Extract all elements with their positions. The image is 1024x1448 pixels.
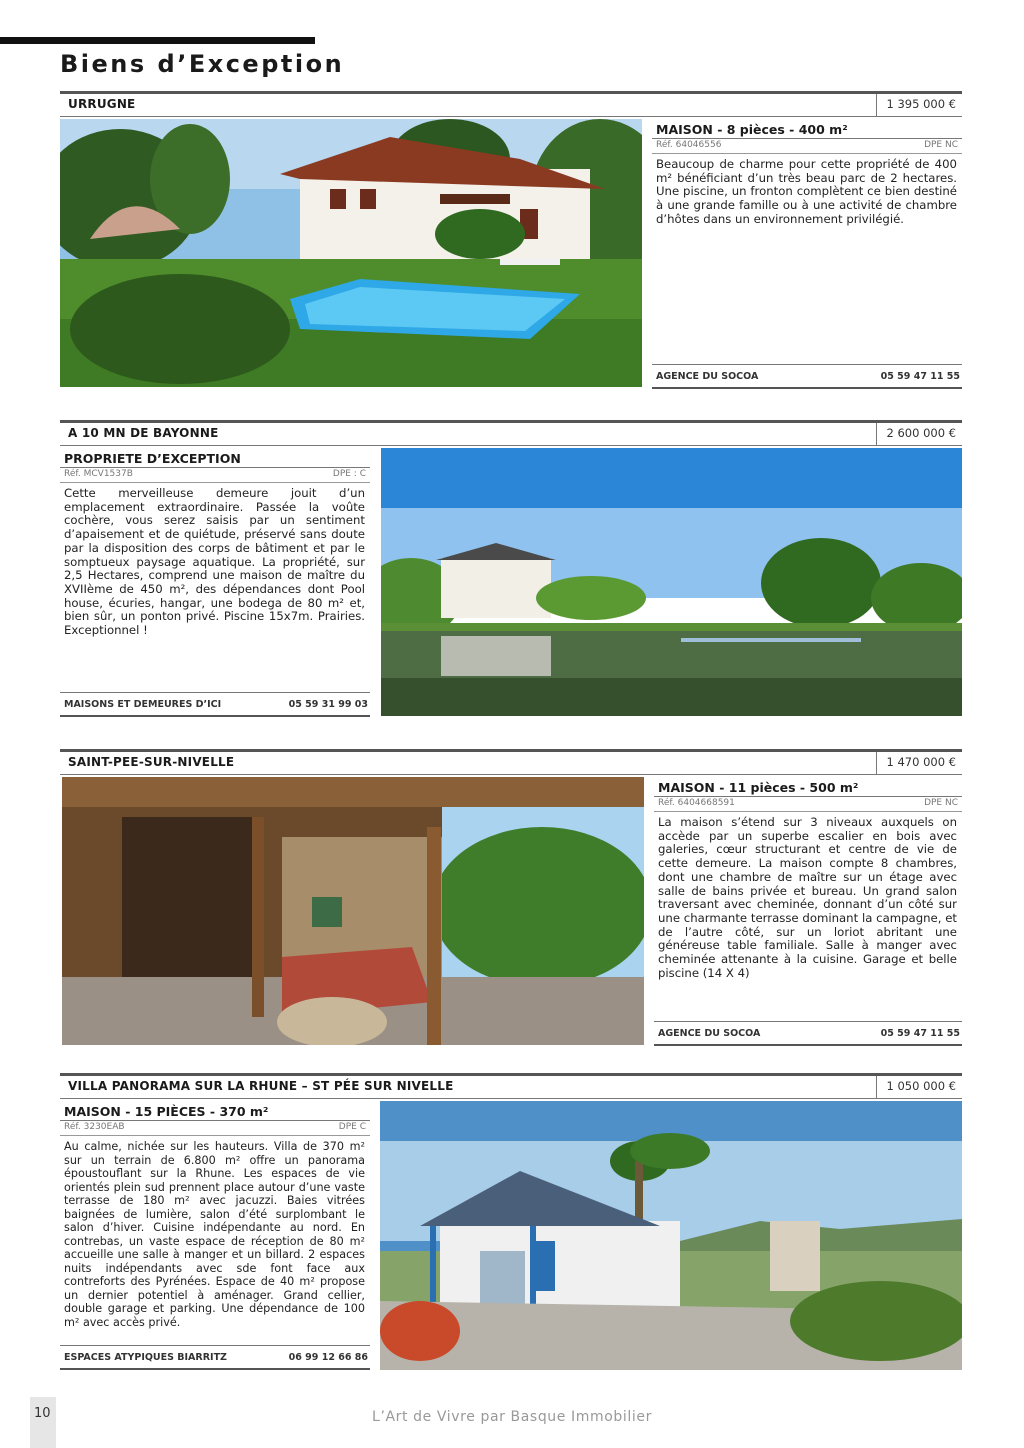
listing-ref: Réf. 64046556 <box>656 140 722 150</box>
listing-info <box>652 119 962 227</box>
agency-phone: 05 59 31 99 03 <box>288 699 368 710</box>
listing-type: MAISON - 15 PIÈCES - 370 m² <box>60 1101 370 1121</box>
listing-ref-row <box>652 139 962 154</box>
listing-photo <box>60 119 642 387</box>
listing-header <box>60 1073 962 1099</box>
listing-price: 1 050 000 € <box>876 1076 962 1098</box>
listing-ref-row <box>60 1121 370 1136</box>
listing-location: VILLA PANORAMA SUR LA RHUNE – ST PÉE SUR NIVELLE <box>68 1079 454 1093</box>
listing-type: MAISON - 11 pièces - 500 m² <box>654 777 962 797</box>
page-footer: L’Art de Vivre par Basque Immobilier <box>372 1409 652 1425</box>
listing-ref: Réf. MCV1537B <box>64 469 133 479</box>
listing-card <box>60 1073 962 1370</box>
listing-footer <box>60 1345 370 1370</box>
listing-info <box>60 1101 370 1329</box>
listing-description: La maison s’étend sur 3 niveaux auxquels on accède par un superbe escalier en bois avec galeries, cœur structurant et centre de vie de cette demeure. La maison compte 8 chambres, dont une chambre de maître sur un étage avec salle de bains privée et bureau. Un grand salon traversant avec cheminée, donnant d’un côté sur une charmante terrasse dominant la campagne, et de l’autre côté, sur un loriot abritant une généreuse table familiale. Salle à manger avec cheminée attenante à la cuisine. Garage et belle piscine (14 X 4) <box>658 815 957 980</box>
listing-description: Cette merveilleuse demeure jouit d’un emplacement extraordinaire. Passée la voûte cochère, vous serez saisis par un sentiment d’apaisement et de quiétude, préservé sans doute par la disposition des corps de bâtiment et par le somptueux paysage aquatique. La propriété, sur 2,5 Hectares, comprend une maison de maître du XVIIème de 450 m², des dépendances dont Pool house, écuries, hangar, une bodega de 80 m² et, bien sûr, un ponton privé. Piscine 15x7m. Prairies. Exceptionnel ! <box>64 486 365 638</box>
listing-card <box>60 749 962 1045</box>
listing-dpe: DPE NC <box>924 140 958 150</box>
listing-dpe: DPE NC <box>924 798 958 808</box>
listing-header <box>60 420 962 446</box>
page-title: Biens d’Exception <box>60 50 345 78</box>
listing-ref: Réf. 3230EAB <box>64 1122 125 1132</box>
listing-header <box>60 91 962 117</box>
listing-price: 1 470 000 € <box>876 752 962 774</box>
listing-footer <box>652 364 962 389</box>
listing-price: 2 600 000 € <box>876 423 962 445</box>
listing-description: Beaucoup de charme pour cette propriété de 400 m² bénéficiant d’un très beau parc de 2 hectares. Une piscine, un fronton complètent ce bien destiné à une grande famille ou à une activité de chambre d’hôtes dans un environnement privilégié. <box>656 157 957 226</box>
agency-name: ESPACES ATYPIQUES BIARRITZ <box>64 1352 227 1363</box>
listing-type: PROPRIETE D’EXCEPTION <box>60 448 370 468</box>
listing-ref: Réf. 6404668591 <box>658 798 735 808</box>
listing-info <box>654 777 962 980</box>
agency-name: MAISONS ET DEMEURES D’ICI <box>64 699 222 710</box>
listing-dpe: DPE C <box>338 1122 366 1132</box>
agency-phone: 05 59 47 11 55 <box>880 371 960 382</box>
listing-footer <box>654 1021 962 1046</box>
listing-photo <box>380 1101 962 1370</box>
agency-name: AGENCE DU SOCOA <box>658 1028 761 1039</box>
listing-ref-row <box>60 468 370 483</box>
listing-info <box>60 448 370 638</box>
listing-description: Au calme, nichée sur les hauteurs. Villa de 370 m² sur un terrain de 6.800 m² offre un panorama époustouflant sur la Rhune. Les espaces de vie orientés plein sud prennent place autour d’une vaste terrasse de 180 m² avec jacuzzi. Baies vitrées baignées de lumière, salon d’été surplombant le salon d’hiver. Cuisine indépendante au nord. En contrebas, un vaste espace de réception de 80 m² accueille une salle à manger et un billard. 2 espaces nuits indépendants avec sde font face aux contreforts des Pyrénées. Espace de 40 m² propose un dernier potentiel à aménager. Grand cellier, double garage et parking. Une dépendance de 100 m² avec accès privé. <box>64 1140 365 1329</box>
listing-card <box>60 420 962 716</box>
agency-name: AGENCE DU SOCOA <box>656 371 759 382</box>
page-number: 10 <box>34 1406 51 1421</box>
listing-ref-row <box>654 797 962 812</box>
listing-footer <box>60 692 370 717</box>
agency-phone: 05 59 47 11 55 <box>880 1028 960 1039</box>
agency-phone: 06 99 12 66 86 <box>288 1352 368 1363</box>
listing-card <box>60 91 962 387</box>
listing-type: MAISON - 8 pièces - 400 m² <box>652 119 962 139</box>
listing-location: SAINT-PEE-SUR-NIVELLE <box>68 755 235 769</box>
listing-header <box>60 749 962 775</box>
listing-price: 1 395 000 € <box>876 94 962 116</box>
header-rule <box>0 37 315 44</box>
listing-location: A 10 MN DE BAYONNE <box>68 426 219 440</box>
listing-dpe: DPE : C <box>332 469 366 479</box>
listing-photo <box>62 777 644 1045</box>
listing-location: URRUGNE <box>68 97 136 111</box>
listing-photo <box>381 448 962 716</box>
